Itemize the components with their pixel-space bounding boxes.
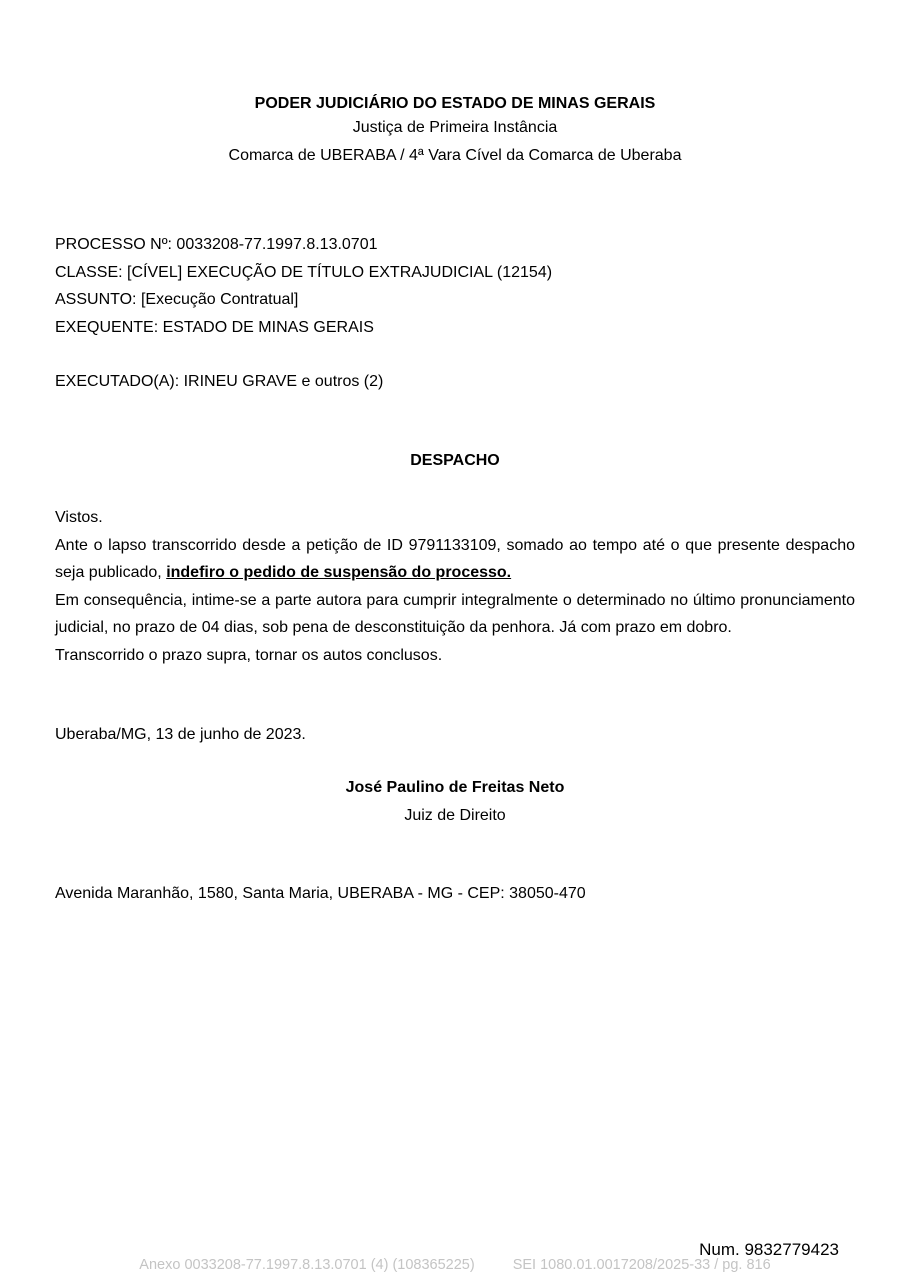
body-paragraph-conclusion: Transcorrido o prazo supra, tornar os autos conclusos. <box>55 646 443 664</box>
body-paragraph-decision <box>55 532 855 587</box>
document-date: Uberaba/MG, 13 de junho de 2023. <box>55 726 306 743</box>
document-number: Num. 9832779423 <box>699 1240 839 1259</box>
case-plaintiff: EXEQUENTE: ESTADO DE MINAS GERAIS <box>55 318 374 336</box>
body-paragraph-greeting: Vistos. <box>55 509 103 526</box>
footer-annex: Anexo 0033208-77.1997.8.13.0701 (4) (108365225) <box>139 1257 475 1273</box>
judge-name: José Paulino de Freitas Neto <box>345 779 565 796</box>
document-title: DESPACHO <box>410 452 500 469</box>
signature-block <box>0 778 910 834</box>
document-header <box>0 94 910 170</box>
court-instance: Justiça de Primeira Instância <box>352 119 558 136</box>
body-paragraph-consequence: Em consequência, intime-se a parte autora para cumprir integralmente o determinado no último pronunciamento judicial, no prazo de 04 dias, sob pena de desconstituição da penhora. Já com prazo em dobro. <box>55 591 855 636</box>
document-body <box>55 504 855 669</box>
case-subject: ASSUNTO: [Execução Contratual] <box>55 291 299 308</box>
case-defendant: EXECUTADO(A): IRINEU GRAVE e outros (2) <box>55 373 384 390</box>
spacer <box>55 341 855 368</box>
court-district: Comarca de UBERABA / 4ª Vara Cível da Comarca de Uberaba <box>228 147 682 164</box>
page-footer <box>0 1257 910 1273</box>
court-address: Avenida Maranhão, 1580, Santa Maria, UBERABA - MG - CEP: 38050-470 <box>55 885 586 902</box>
decision-text: Ante o lapso transcorrido desde a petição de ID 9791133109, somado ao tempo até o que presente despacho seja publicado, <box>55 536 855 581</box>
case-details <box>55 231 855 396</box>
judge-role: Juiz de Direito <box>404 807 506 824</box>
case-class: CLASSE: [CÍVEL] EXECUÇÃO DE TÍTULO EXTRAJUDICIAL (12154) <box>55 263 553 281</box>
footer-sei: SEI 1080.01.0017208/2025-33 / pg. 816 <box>512 1257 771 1273</box>
process-number: PROCESSO Nº: 0033208-77.1997.8.13.0701 <box>55 236 378 253</box>
decision-emphasis: indefiro o pedido de suspensão do processo. <box>166 564 512 581</box>
court-name: PODER JUDICIÁRIO DO ESTADO DE MINAS GERAIS <box>254 95 656 112</box>
